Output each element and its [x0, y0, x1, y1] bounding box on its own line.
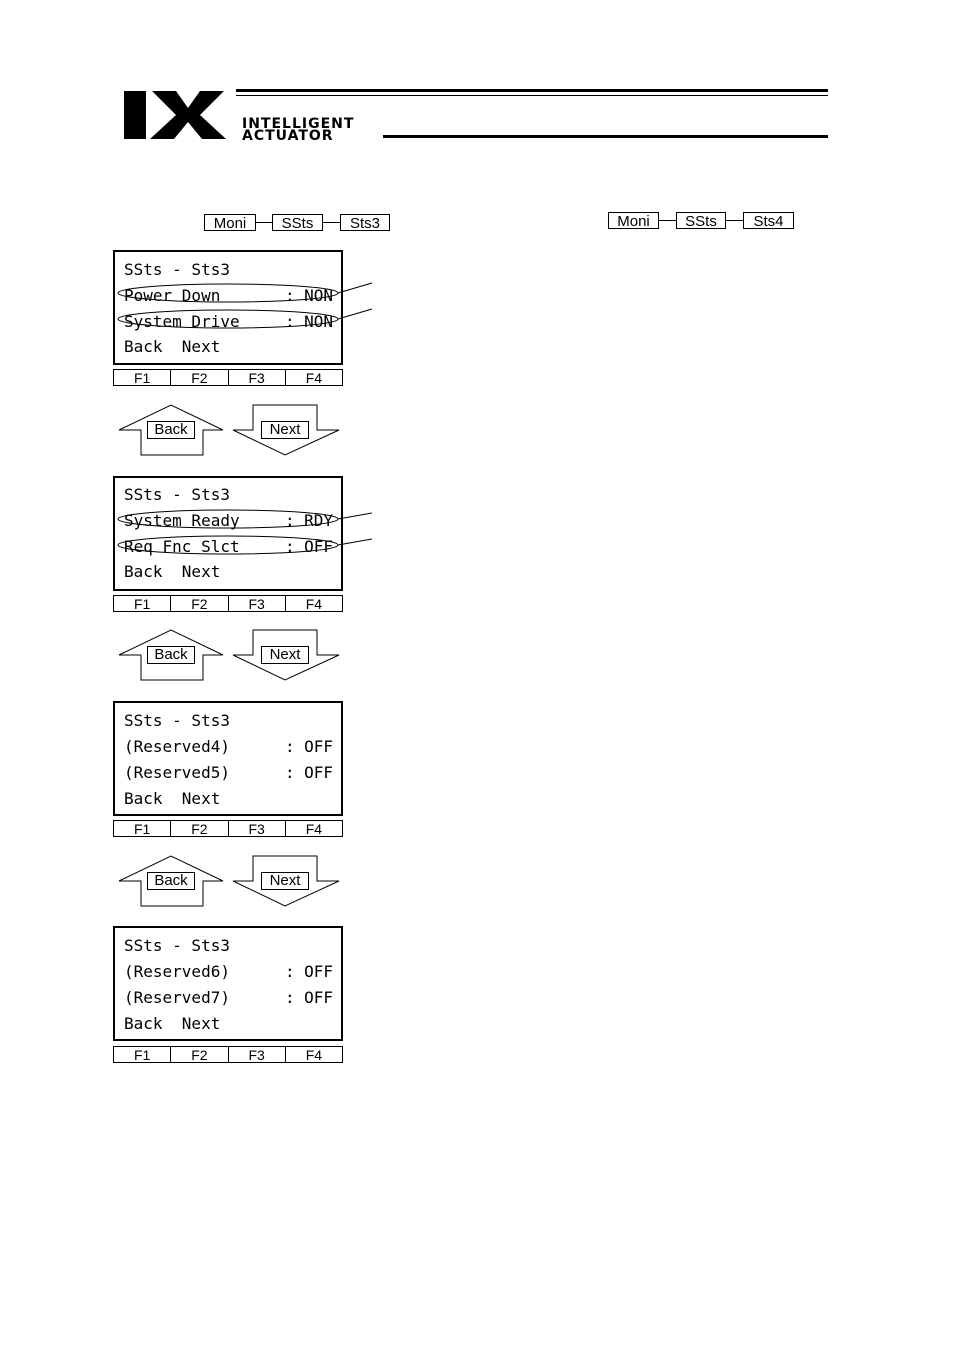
crumb-connector: [256, 222, 272, 223]
lcd-row-value: RDY: [304, 511, 333, 530]
lcd-row-label: (Reserved5): [124, 763, 230, 782]
lcd-row-value: NON: [304, 312, 333, 331]
lcd-colon: :: [285, 763, 295, 782]
lcd-row-label: System Drive: [124, 312, 240, 331]
lcd-footer: Back Next: [124, 562, 221, 581]
f2-key[interactable]: F2: [171, 1047, 228, 1062]
nav-arrows: [117, 629, 341, 681]
lcd-footer: Back Next: [124, 1014, 221, 1033]
nav-arrows: [117, 404, 341, 456]
function-keys: [113, 1046, 343, 1063]
next-button[interactable]: Next: [261, 421, 309, 439]
lcd-title: SSts - Sts3: [124, 936, 230, 955]
f3-key[interactable]: F3: [229, 821, 286, 836]
lcd-row-label: System Ready: [124, 511, 240, 530]
callout-ovals: [110, 502, 380, 562]
crumb-moni[interactable]: Moni: [204, 214, 256, 231]
f4-key[interactable]: F4: [305, 370, 323, 386]
next-button[interactable]: Next: [261, 872, 309, 890]
header-rule-bottom: [383, 135, 828, 138]
crumb-moni[interactable]: Moni: [608, 212, 659, 229]
f2-key[interactable]: F2: [171, 370, 228, 385]
lcd-screen: [113, 701, 343, 816]
lcd-title: SSts - Sts3: [124, 485, 230, 504]
lcd-colon: :: [285, 286, 295, 305]
f4-key[interactable]: F4: [305, 596, 323, 612]
lcd-row-label: (Reserved4): [124, 737, 230, 756]
lcd-colon: :: [285, 737, 295, 756]
crumb-connector: [659, 220, 676, 221]
lcd-row-label: Power Down: [124, 286, 221, 305]
f1-key[interactable]: F1: [114, 370, 171, 385]
lcd-row-value: OFF: [304, 737, 333, 756]
crumb-connector: [726, 220, 743, 221]
function-keys: [113, 595, 343, 612]
f3-key[interactable]: F3: [229, 1047, 286, 1062]
back-button[interactable]: Back: [147, 872, 195, 890]
f1-key[interactable]: F1: [114, 596, 171, 611]
header-rule-top: [236, 89, 828, 92]
back-button[interactable]: Back: [147, 646, 195, 664]
brand-line2: ACTUATOR: [242, 128, 334, 144]
crumb-sts3[interactable]: Sts3: [340, 214, 390, 231]
f4-key[interactable]: F4: [305, 821, 323, 837]
lcd-row-value: OFF: [304, 988, 333, 1007]
lcd-colon: :: [285, 537, 295, 556]
next-button[interactable]: Next: [261, 646, 309, 664]
crumb-sts4[interactable]: Sts4: [743, 212, 794, 229]
lcd-footer: Back Next: [124, 337, 221, 356]
function-keys: [113, 820, 343, 837]
f3-key[interactable]: F3: [229, 596, 286, 611]
lcd-colon: :: [285, 312, 295, 331]
lcd-row-label: Req Fnc Slct: [124, 537, 240, 556]
lcd-colon: :: [285, 511, 295, 530]
lcd-title: SSts - Sts3: [124, 260, 230, 279]
lcd-row-value: NON: [304, 286, 333, 305]
callout-ovals: [110, 276, 380, 336]
header-rule-thin: [236, 95, 828, 96]
lcd-row-label: (Reserved6): [124, 962, 230, 981]
lcd-row-value: OFF: [304, 962, 333, 981]
lcd-colon: :: [285, 962, 295, 981]
crumb-connector: [323, 222, 340, 223]
lcd-colon: :: [285, 988, 295, 1007]
lcd-screen: [113, 926, 343, 1041]
function-keys: [113, 369, 343, 386]
brand-line1: INTELLIGENT: [242, 116, 355, 132]
f2-key[interactable]: F2: [171, 596, 228, 611]
crumb-ssts[interactable]: SSts: [676, 212, 726, 229]
lcd-row-label: (Reserved7): [124, 988, 230, 1007]
lcd-footer: Back Next: [124, 789, 221, 808]
lcd-row-value: OFF: [304, 763, 333, 782]
f3-key[interactable]: F3: [229, 370, 286, 385]
lcd-title: SSts - Sts3: [124, 711, 230, 730]
crumb-ssts[interactable]: SSts: [272, 214, 323, 231]
lcd-row-value: OFF: [304, 537, 333, 556]
f4-key[interactable]: F4: [305, 1047, 323, 1063]
back-button[interactable]: Back: [147, 421, 195, 439]
f2-key[interactable]: F2: [171, 821, 228, 836]
f1-key[interactable]: F1: [114, 1047, 171, 1062]
ix-logo: [122, 88, 234, 142]
nav-arrows: [117, 855, 341, 907]
f1-key[interactable]: F1: [114, 821, 171, 836]
